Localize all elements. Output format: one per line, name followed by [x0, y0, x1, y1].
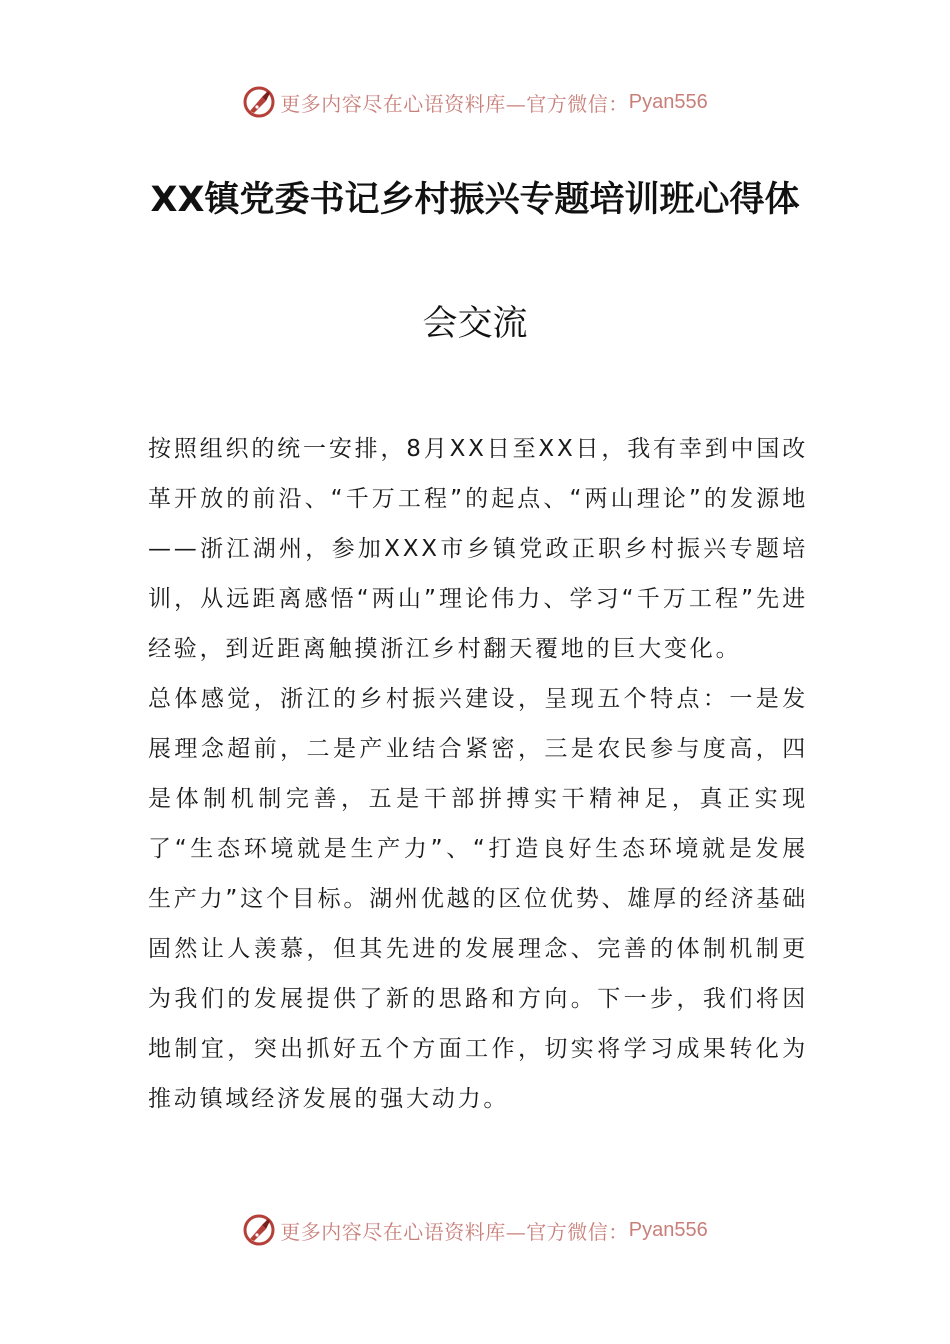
document-title-line-2: 会交流 — [422, 304, 528, 344]
pen-nib-logo-icon — [242, 1213, 276, 1247]
document-title-line-1: XX镇党委书记乡村振兴专题培训班心得体 — [150, 180, 800, 220]
wechat-id: Pyan556 — [628, 90, 708, 113]
document-body — [148, 424, 808, 1124]
wechat-id: Pyan556 — [628, 1218, 708, 1241]
pen-nib-logo-icon — [242, 85, 276, 119]
paragraph-2: 总体感觉，浙江的乡村振兴建设，呈现五个特点：一是发展理念超前，二是产业结合紧密，三是农民参与度高，四是体制机制完善，五是干部拼搏实干精神足，真正实现了“生态环境就是生产力”、“打造良好生态环境就是发展生产力”这个目标。湖州优越的区位优势、雄厚的经济基础固然让人羡慕，但其先进的发展理念、完善的体制机制更为我们的发展提供了新的思路和方向。下一步，我们将因地制宜，突出抓好五个方面工作，切实将学习成果转化为推动镇域经济发展的强大动力。 — [148, 686, 808, 1112]
footer-watermark-banner — [0, 1210, 950, 1250]
watermark-text: 更多内容尽在心语资料库—官方微信： — [280, 1219, 629, 1244]
header-watermark-banner — [0, 82, 950, 122]
paragraph-1: 按照组织的统一安排，8月XX日至XX日，我有幸到中国改革开放的前沿、“千万工程”的起点、“两山理论”的发源地——浙江湖州，参加XXX市乡镇党政正职乡村振兴专题培训，从远距离感悟“两山”理论伟力、学习“千万工程”先进经验，到近距离触摸浙江乡村翻天覆地的巨大变化。 — [148, 436, 808, 662]
watermark-text: 更多内容尽在心语资料库—官方微信： — [280, 91, 629, 116]
